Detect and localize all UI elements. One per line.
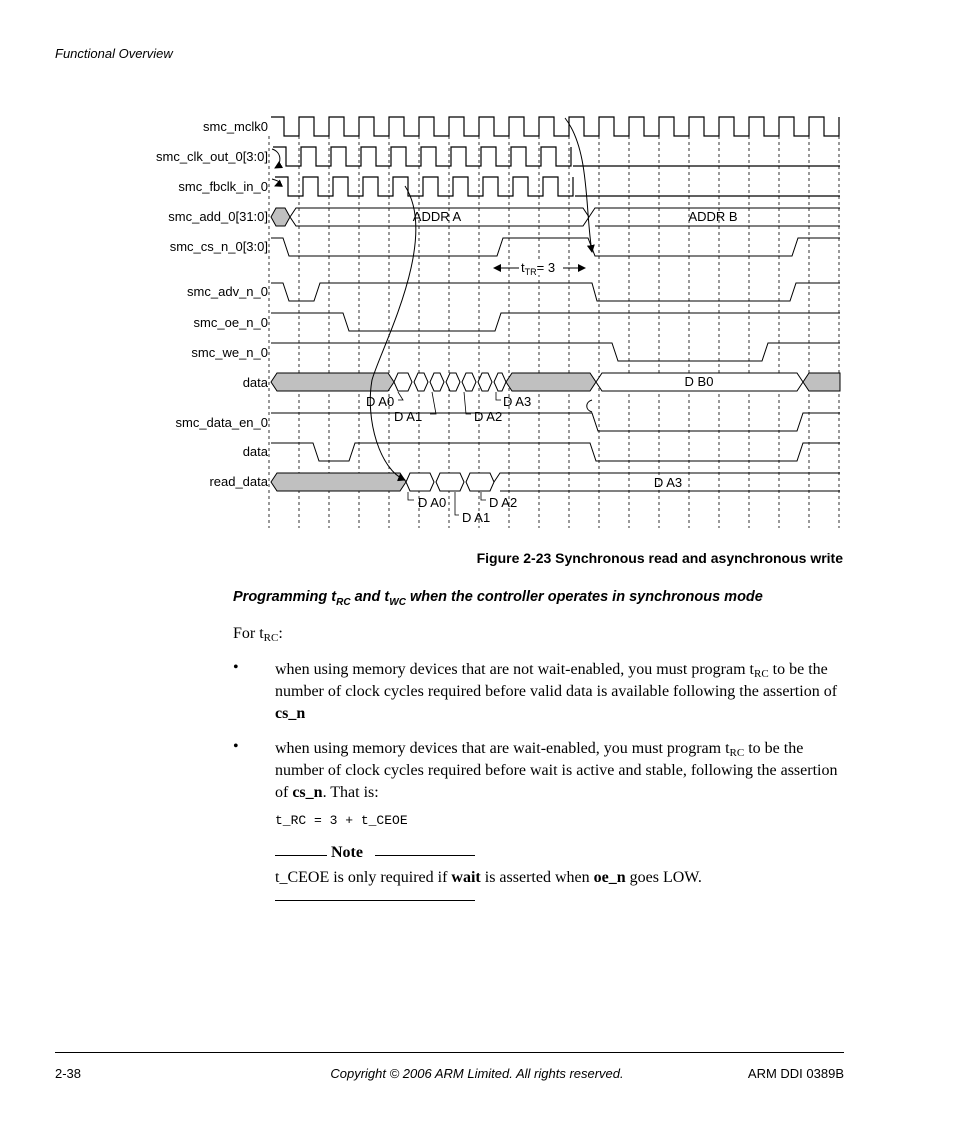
waveform-oe-n [271,313,840,331]
cycle-gridlines [269,136,839,528]
waveform-data-bus [271,373,840,391]
bullet-item-not-wait-enabled: when using memory devices that are not wait-enabled, you must program $t_{RC}$ to be the number of clock cycles required before valid data is available following the assertion of cs_n [275,661,838,722]
waveform-cs-n [271,238,840,256]
waveform-adv-n [271,283,840,301]
note-rule-bottom [275,900,475,901]
page-number: 2-38 [55,1066,82,1081]
read-callout-da1: D A1 [462,510,491,525]
waveform-we-n [271,343,840,361]
signal-label-add: smc_add_0[31:0] [168,209,268,224]
note-title: Note [331,844,363,861]
signal-names [156,119,269,489]
bus-label-addr-a: ADDR A [412,209,462,224]
intro-line: For $t_{RC}$: [233,625,283,644]
figure-caption: Figure 2-23 Synchronous read and asynchronous write [476,550,843,566]
bus-label-addr-b: ADDR B [688,209,738,224]
waveform-data-en [271,413,840,431]
bullet-marker: • [233,659,239,676]
signal-label-data-2: data [242,444,268,459]
callout-da0: D A0 [366,394,395,409]
document-id: ARM DDI 0389B [747,1066,844,1081]
waveform-fbclk [275,177,840,196]
waveform-clk-out [273,147,840,166]
signal-label-data: data [242,375,268,390]
waveform-address [271,208,840,226]
footer-rule [55,1052,844,1053]
callout-da2: D A2 [474,409,503,424]
signal-label-adv-n: smc_adv_n_0 [187,284,268,299]
waveform-mclk [271,117,839,136]
signal-label-fbclk: smc_fbclk_in_0 [178,179,268,194]
bullet-marker: • [233,738,239,755]
data-callouts [366,394,531,424]
section-heading: Programming $t_{RC}$ and $t_{WC}$ when the controller operates in synchronous mode [233,589,763,608]
signal-label-mclk: smc_mclk0 [202,119,268,134]
signal-label-we-n: smc_we_n_0 [191,345,268,360]
waveform-read-data [271,473,840,491]
callout-da1: D A1 [394,409,423,424]
running-header: Functional Overview [55,46,173,61]
bus-label-db0: D B0 [684,374,714,389]
note-text: t_CEOE is only required if wait is asserted when oe_n goes LOW. [275,869,702,886]
callout-da3: D A3 [503,394,532,409]
timing-diagram [0,0,954,545]
read-callout-da2: D A2 [489,495,518,510]
signal-label-cs-n: smc_cs_n_0[3:0] [169,239,268,254]
signal-label-read-data: read_data [209,474,268,489]
waveform-data-dir [271,443,840,461]
dependency-arrows [272,118,592,480]
signal-label-oe-n: smc_oe_n_0 [193,315,268,330]
bus-label-read-da3: D A3 [653,475,683,490]
read-callout-da0: D A0 [418,495,447,510]
formula-code: t_RC = 3 + t_CEOE [275,813,408,828]
bullet-item-wait-enabled: when using memory devices that are wait-enabled, you must program $t_{RC}$ to be the number of clock cycles required before wait is active and stable, following the assertion of cs_n. That is: [275,740,838,801]
read-callouts [418,495,517,525]
signal-label-clk-out: smc_clk_out_0[3:0] [155,149,268,164]
signal-label-data-en: smc_data_en_0 [175,415,268,430]
ttr-label: $t_{TR}= 3$ [521,260,556,277]
copyright: Copyright © 2006 ARM Limited. All rights reserved. [330,1066,624,1081]
